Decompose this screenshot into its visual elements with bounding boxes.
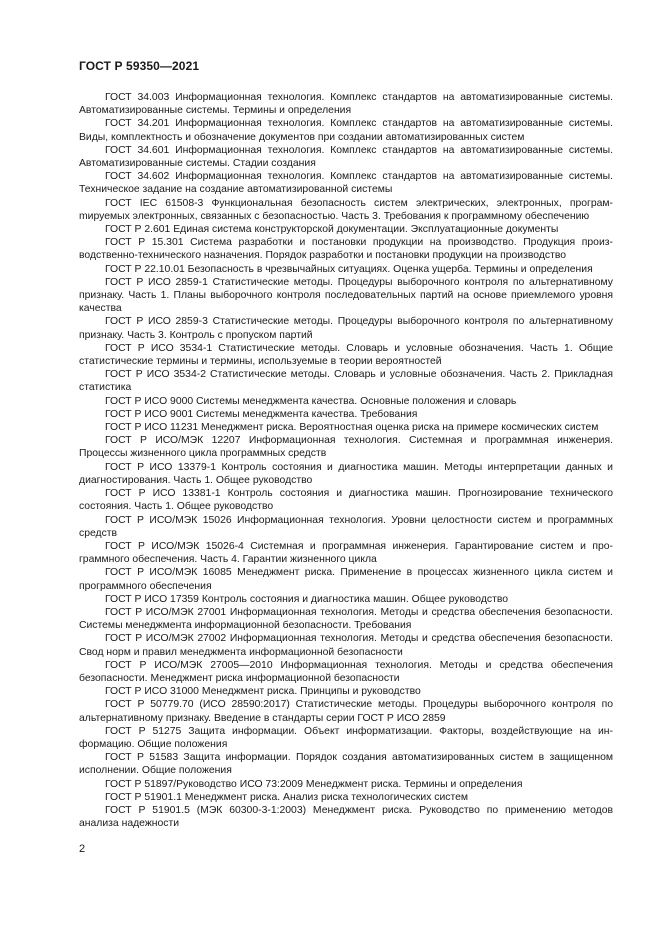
reference-entry: ГОСТ IEC 61508-3 Функциональная безопасность систем электрических, электронных, програмmируемых электронных, связанных с безопасностью. Часть 3. Требования к программному обеспечению	[79, 197, 613, 222]
reference-entry: ГОСТ Р ИСО/МЭК 15026 Информационная технология. Уровни целостности систем и программных средств	[79, 514, 613, 539]
reference-entry: ГОСТ Р ИСО 3534-1 Статистические методы. Словарь и условные обозначения. Часть 1. Общие статистические термины и термины, используемые в теории вероятностей	[79, 342, 613, 368]
reference-entry: ГОСТ Р 50779.70 (ИСО 28590:2017) Статистические методы. Процедуры выборочного контроля по альтернативному признаку. Введение в стандарты серии ГОСТ Р ИСО 2859	[79, 699, 613, 724]
reference-entry: ГОСТ 34.003 Информационная технология. Комплекс стандартов на автоматизированные системы. Автоматизированные системы. Термины и определения	[79, 92, 613, 117]
reference-entry: ГОСТ Р 51901.5 (МЭК 60300-3-1:2003) Менеджмент риска. Руководство по применению методов анализа надежности	[79, 804, 613, 830]
reference-entry: ГОСТ Р ИСО/МЭК 27005—2010 Информационная технология. Методы и средства обеспечения безопасности. Менеджмент риска информационной безопасности	[79, 659, 613, 684]
reference-entry: ГОСТ Р ИСО 2859-3 Статистические методы. Процедуры выборочного контроля по альтернативному признаку. Часть 3. Контроль с пропуском партий	[79, 316, 613, 341]
reference-entry: ГОСТ Р 22.10.01 Безопасность в чрезвычайных ситуациях. Оценка ущерба. Термины и определения	[105, 263, 593, 275]
document-header: ГОСТ Р 59350—2021	[79, 59, 200, 73]
reference-entry: ГОСТ Р ИСО 11231 Менеджмент риска. Вероятностная оценка риска на примере космических систем	[105, 422, 599, 434]
reference-entry: ГОСТ Р 51583 Защита информации. Порядок создания автоматизированных систем в защищенном исполнении. Общие положения	[79, 752, 613, 777]
reference-entry: ГОСТ Р ИСО 9000 Системы менеджмента качества. Основные положения и словарь	[105, 395, 517, 407]
reference-entry: ГОСТ 34.201 Информационная технология. Комплекс стандартов на автоматизированные системы. Виды, комплектность и обозначение документов при создании автоматизированных систем	[79, 118, 613, 143]
reference-entry: ГОСТ Р ИСО 17359 Контроль состояния и диагностика машин. Общее руководство	[105, 593, 509, 605]
reference-entry: ГОСТ Р ИСО/МЭК 27002 Информационная технология. Методы и средства обеспечения безопасности. Свод норм и правил менеджмента информационной безопасности	[79, 633, 613, 658]
reference-entry: ГОСТ Р 51897/Руководство ИСО 73:2009 Менеджмент риска. Термины и определения	[105, 778, 523, 790]
reference-entry: ГОСТ Р 51275 Защита информации. Объект информатизации. Факторы, воздействующие на информацию. Общие положения	[79, 725, 613, 750]
page-number: 2	[79, 843, 86, 855]
reference-entry: ГОСТ Р ИСО/МЭК 16085 Менеджмент риска. Применение в процессах жизненного цикла систем и программного обеспечения	[79, 567, 613, 592]
reference-entry: ГОСТ Р 15.301 Система разработки и постановки продукции на производство. Продукция производственно-технического назначения. Порядок разработки и постановки продукции на производство	[79, 237, 613, 262]
reference-entry: ГОСТ Р ИСО 9001 Системы менеджмента качества. Требования	[105, 408, 418, 420]
normative-references-list	[79, 91, 613, 830]
reference-entry: ГОСТ Р ИСО 3534-2 Статистические методы. Словарь и условные обозначения. Часть 2. Прикладная статистика	[79, 369, 613, 394]
reference-entry: ГОСТ 34.602 Информационная технология. Комплекс стандартов на автоматизированные системы. Техническое задание на создание автоматизированной системы	[79, 171, 613, 196]
reference-entry: ГОСТ Р ИСО 2859-1 Статистические методы. Процедуры выборочного контроля по альтернативному признаку. Часть 1. Планы выборочного контроля последовательных партий на основе приемлемого уровня качества	[79, 276, 613, 315]
reference-entry: ГОСТ 34.601 Информационная технология. Комплекс стандартов на автоматизированные системы. Автоматизированные системы. Стадии создания	[79, 144, 613, 170]
reference-entry: ГОСТ Р 51901.1 Менеджмент риска. Анализ риска технологических систем	[105, 791, 469, 803]
reference-entry: ГОСТ Р ИСО/МЭК 12207 Информационная технология. Системная и программная инженерия. Процессы жизненного цикла программных средств	[79, 435, 613, 460]
reference-entry: ГОСТ Р ИСО/МЭК 27001 Информационная технология. Методы и средства обеспечения безопасности. Системы менеджмента информационной безопасности. Требования	[79, 606, 613, 632]
reference-entry: ГОСТ Р 2.601 Единая система конструкторской документации. Эксплуатационные документы	[105, 224, 559, 236]
reference-entry: ГОСТ Р ИСО 31000 Менеджмент риска. Принципы и руководство	[105, 686, 421, 698]
reference-entry: ГОСТ Р ИСО 13379-1 Контроль состояния и диагностика машин. Методы интерпретации данных и диагностирования. Часть 1. Общее руководство	[79, 461, 613, 486]
reference-entry: ГОСТ Р ИСО/МЭК 15026-4 Системная и программная инженерия. Гарантирование систем и программного обеспечения. Часть 4. Гарантии жизненного цикла	[79, 540, 613, 566]
reference-entry: ГОСТ Р ИСО 13381-1 Контроль состояния и диагностика машин. Прогнозирование технического состояния. Часть 1. Общее руководство	[79, 488, 613, 513]
